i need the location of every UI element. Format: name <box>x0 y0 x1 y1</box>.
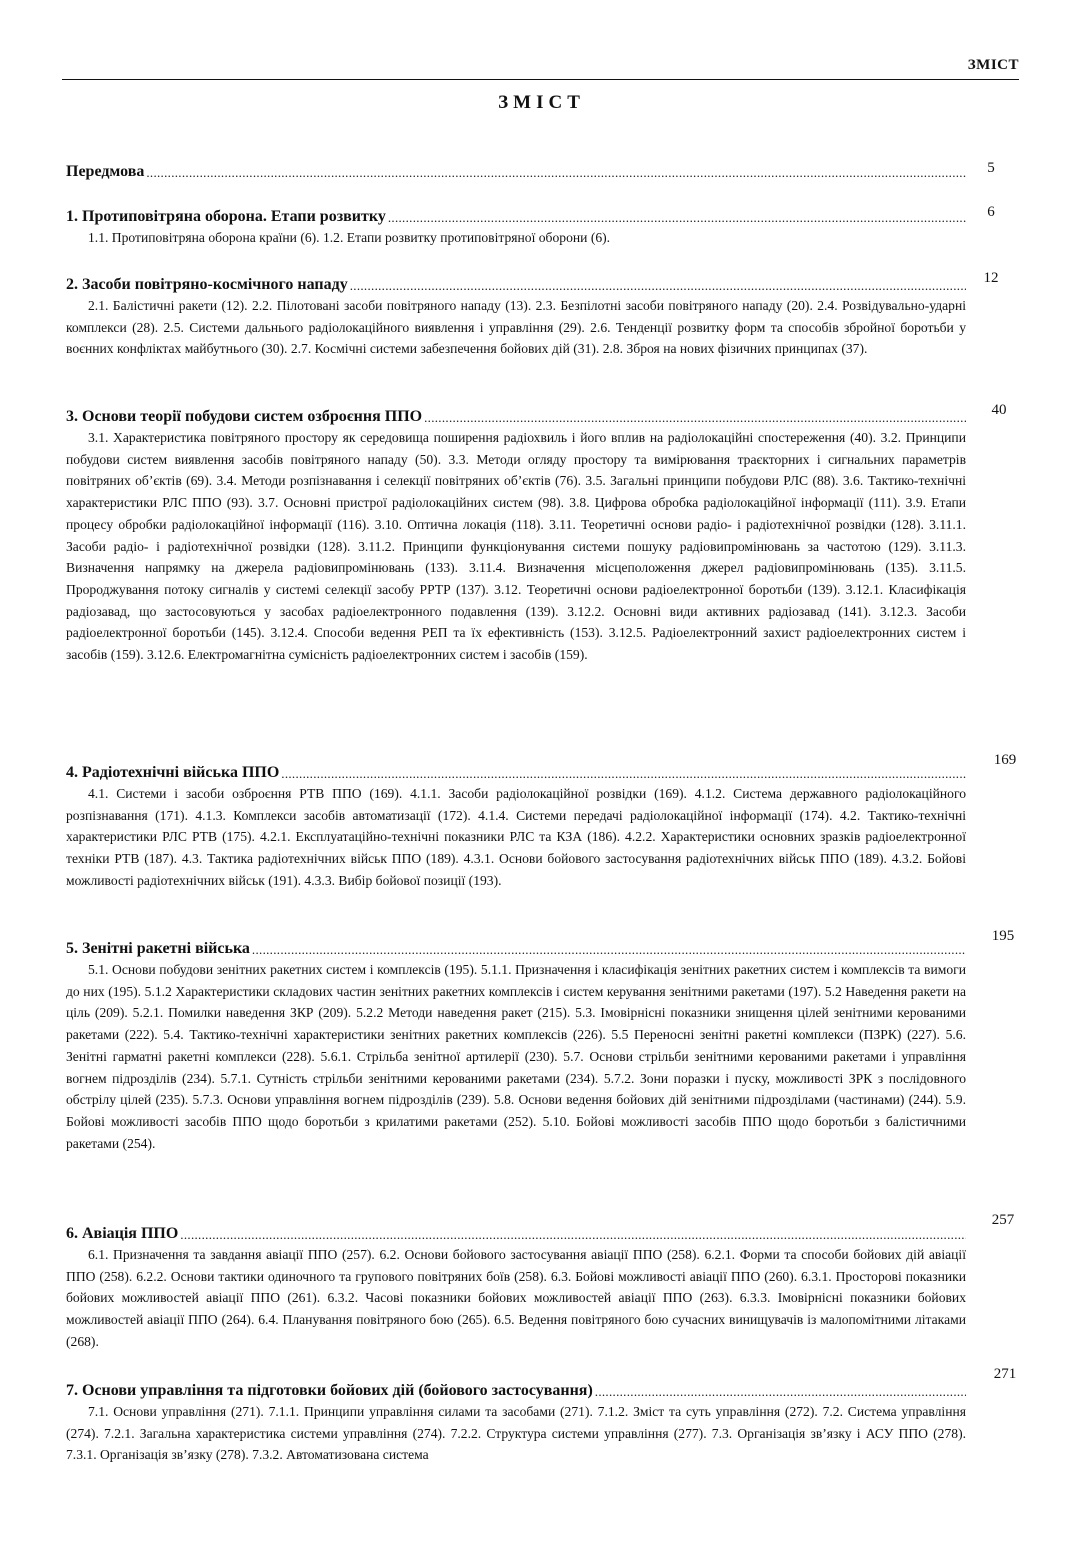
toc-entry-title: 7. Основи управління та підготовки бойових дій (бойового застосування) <box>66 1382 593 1399</box>
toc-entry-heading <box>66 1224 966 1244</box>
toc-entry-heading <box>66 407 966 427</box>
toc-entry-subsections: 7.1. Основи управління (271). 7.1.1. Принципи управління силами та засобами (271). 7.1.2. Зміст та суть управління (272). 7.2. Система управління (274). 7.2.1. Загальна характеристика системи управління (274). 7.2.2. Структура системи управління (277). 7.3. Організація зв’язку і АСУ ППО (278). 7.3.1. Організація зв’язку (278). 7.3.2. Автоматизована система <box>66 1404 966 1463</box>
header-rule <box>62 79 1019 80</box>
dot-leader <box>595 1383 966 1401</box>
toc-entry-title: 3. Основи теорії побудови систем озброєння ППО <box>66 408 423 425</box>
toc-entry-heading <box>66 207 966 227</box>
toc-entry-title: 6. Авіація ППО <box>66 1225 179 1242</box>
dot-leader <box>424 409 966 427</box>
page-number: 12 <box>983 270 999 286</box>
page-number: 169 <box>993 752 1017 768</box>
dot-leader <box>388 209 966 227</box>
toc-entry-title: 5. Зенітні ракетні війська <box>66 940 250 957</box>
toc-entry-chapter-3[interactable] <box>66 407 966 666</box>
toc-entry-heading <box>66 763 966 783</box>
dot-leader <box>146 164 966 182</box>
running-head: ЗМІСТ <box>967 57 1019 73</box>
toc-entry-title: 1. Протиповітряна оборона. Етапи розвитку <box>66 208 386 225</box>
toc-entry-chapter-5[interactable] <box>66 939 966 1154</box>
page-number: 195 <box>991 928 1015 944</box>
page-number: 6 <box>987 204 995 220</box>
dot-leader <box>252 941 966 959</box>
toc-entry-subsections: 1.1. Протиповітряна оборона країни (6). 1.2. Етапи розвитку протиповітряної оборони (6). <box>88 230 611 245</box>
page-number: 271 <box>993 1366 1017 1382</box>
toc-entry-heading <box>66 275 966 295</box>
toc-entry-subsections: 5.1. Основи побудови зенітних ракетних систем і комплексів (195). 5.1.1. Призначення і класифікація зенітних ракетних систем і комплексів та вимоги до них (195). 5.1.2 Характеристики складових частин зенітних ракетних комплексів і систем керування зенітними ракетами (197). 5.2 Наведення ракети на ціль (209). 5.2.1. Помилки наведення ЗКР (209). 5.2.2 Методи наведення ракет (215). 5.3. Імовірнісні показники знищення цілей зенітними керованими ракетами (222). 5.4. Тактико-технічні характеристики зенітних ракетних комплексів (226). 5.5 Переносні зенітні ракетні комплекси (ПЗРК) (227). 5.6. Зенітні гарматні ракетні комплекси (228). 5.6.1. Стрільба зенітної артилерії (230). 5.7. Основи стрільби зенітними керованими ракетами і управління вогнем підрозділів (234). 5.7.1. Сутність стрільби зенітними керованими ракетами (234). 5.7.2. Зони поразки і пуску, можливості ЗРК з послідовного обстрілу цілей (235). 5.7.3. Основи управління вогнем підрозділів (239). 5.8. Основи ведення бойових дій зенітними підрозділами (частинами) (244). 5.9. Бойові можливості засобів ППО щодо боротьби з крилатими ракетами (252). 5.10. Бойові можливості засобів ППО щодо боротьби з балістичними ракетами (254). <box>66 962 966 1151</box>
dot-leader <box>281 765 966 783</box>
toc-entry-title: 2. Засоби повітряно-космічного нападу <box>66 276 348 293</box>
toc-entry-chapter-1[interactable] <box>66 207 966 249</box>
toc-entry-heading <box>66 162 966 182</box>
dot-leader <box>180 1226 966 1244</box>
toc-entry-chapter-6[interactable] <box>66 1224 966 1353</box>
page-number: 5 <box>987 160 995 176</box>
toc-entry-chapter-7[interactable] <box>66 1381 966 1466</box>
toc-entry-subsections: 4.1. Системи і засоби озброєння РТВ ППО (169). 4.1.1. Засоби радіолокаційної розвідки (169). 4.1.2. Система державного радіолокаційного розпізнавання (171). 4.1.3. Комплекси засобів автоматизації (172). 4.1.4. Системи передачі радіолокаційної інформації (174). 4.2. Тактико-технічні характеристики РЛС РТВ (175). 4.2.1. Експлуатаційно-технічні показники РЛС та КЗА (186). 4.2.2. Характеристики основних зразків радіоелектронної техніки РТВ (187). 4.3. Тактика радіотехнічних військ ППО (189). 4.3.1. Основи бойового застосування радіотехнічних військ ППО (189). 4.3.2. Бойові можливості радіотехнічних військ (191). 4.3.3. Вибір бойової позиції (193). <box>66 786 966 888</box>
page-title: ЗМІСТ <box>498 92 585 113</box>
toc-entry-subsections: 2.1. Балістичні ракети (12). 2.2. Пілотовані засоби повітряного нападу (13). 2.3. Безпілотні засоби повітряного нападу (20). 2.4. Розвідувально-ударні комплекси (28). 2.5. Системи дальнього радіолокаційного виявлення і управління (29). 2.6. Тенденції розвитку форм та способів збройної боротьби у воєнних конфліктах майбутнього (30). 2.7. Космічні системи забезпечення бойових дій (31). 2.8. Зброя на нових фізичних принципах (37). <box>66 298 966 357</box>
page-number: 40 <box>991 402 1007 418</box>
toc-entry-chapter-2[interactable] <box>66 275 966 360</box>
toc-entry-subsections: 6.1. Призначення та завдання авіації ППО (257). 6.2. Основи бойового застосування авіації ППО (258). 6.2.1. Форми та способи бойових дій авіації ППО (258). 6.2.2. Основи тактики одиночного та групового повітряних боїв (258). 6.3. Бойові можливості авіації ППО (260). 6.3.1. Просторові показники бойових можливостей авіації ППО (261). 6.3.2. Часові показники бойових можливостей авіації ППО (263). 6.3.3. Імовірнісні показники бойових можливостей авіації ППО (264). 6.4. Планування повітряного бою (265). 6.5. Ведення повітряного бою сучасних винищувачів із малопомітними літаками (268). <box>66 1247 966 1349</box>
dot-leader <box>350 277 966 295</box>
page-number: 257 <box>991 1212 1015 1228</box>
toc-entry-chapter-4[interactable] <box>66 763 966 892</box>
toc-entry-preface[interactable] <box>66 162 966 182</box>
toc-entry-subsections: 3.1. Характеристика повітряного простору як середовища поширення радіохвиль і його вплив на радіолокаційні спостереження (40). 3.2. Принципи побудови систем виявлення засобів повітряного нападу (50). 3.3. Методи огляду простору та вимірювання траєкторних і сигнальних параметрів повітряних об’єктів (69). 3.4. Методи розпізнавання і селекції повітряних об’єктів (76). 3.5. Загальні принципи побудови РЛС (88). 3.6. Тактико-технічні характеристики РЛС ППО (93). 3.7. Основні пристрої радіолокаційних систем (98). 3.8. Цифрова обробка радіолокаційної інформації (111). 3.9. Етапи процесу обробки радіолокаційної інформації (116). 3.10. Оптична локація (118). 3.11. Теоретичні основи радіо- і радіотехнічної розвідки (128). 3.11.1. Засоби радіо- і радіотехнічної розвідки (128). 3.11.2. Принципи функціонування системи пошуку радіовипромінювань за частотою (129). 3.11.3. Визначення напрямку на джерела радіовипромінювань (133). 3.11.4. Визначення місцеположення джерел радіовипромінювань (135). 3.11.5. Пророджування потоку сигналів у системі селекції засобу РРТР (137). 3.12. Теоретичні основи радіоелектронної боротьби (139). 3.12.1. Класифікація радіозавад, що застосовуються у засобах радіоелектронного подавлення (139). 3.12.2. Основні види активних радіозавад (141). 3.12.3. Засоби радіоелектронної боротьби (145). 3.12.4. Способи ведення РЕП та їх ефективність (153). 3.12.5. Радіоелектронний захист радіоелектронних систем і засобів (159). 3.12.6. Електромагнітна сумісність радіоелектронних систем і засобів (159). <box>66 430 966 663</box>
toc-entry-heading <box>66 1381 966 1401</box>
toc-entry-title: Передмова <box>66 163 145 180</box>
toc-entry-heading <box>66 939 966 959</box>
toc-entry-title: 4. Радіотехнічні війська ППО <box>66 764 280 781</box>
